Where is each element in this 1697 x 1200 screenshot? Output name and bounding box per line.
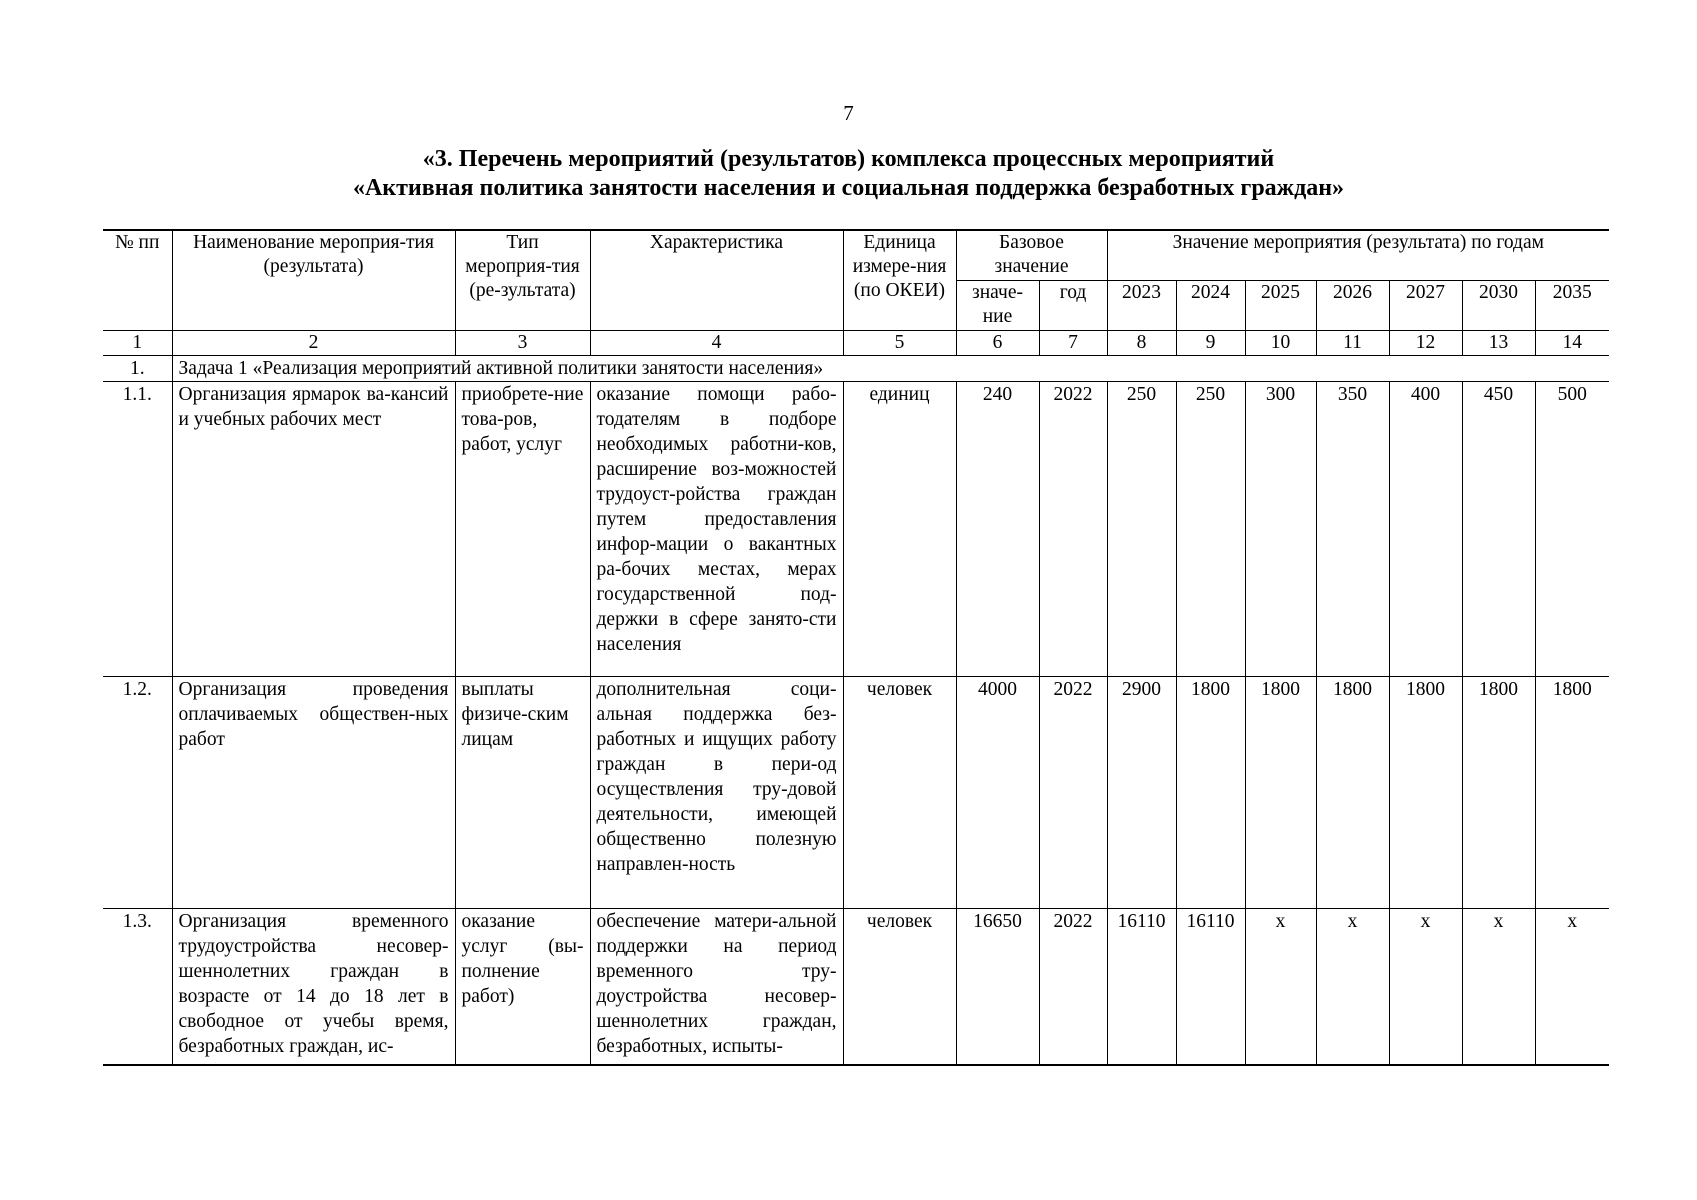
header-year: 2025 [1245, 280, 1316, 330]
title-line-1: «3. Перечень мероприятий (результатов) комплекса процессных мероприятий [422, 146, 1275, 172]
row-value: x [1535, 908, 1609, 1065]
row-value: 300 [1245, 381, 1316, 676]
column-number: 1 [103, 330, 172, 355]
row-base-value: 16650 [956, 908, 1039, 1065]
header-years-group: Значение мероприятия (результата) по годам [1107, 230, 1609, 280]
task-text: Задача 1 «Реализация мероприятий активной политики занятости населения» [172, 355, 1609, 381]
task-num: 1. [103, 355, 172, 381]
header-year: 2030 [1462, 280, 1535, 330]
row-value: x [1316, 908, 1389, 1065]
row-value: 400 [1389, 381, 1462, 676]
row-base-year: 2022 [1039, 676, 1107, 908]
header-base: Базовое значение [956, 230, 1107, 280]
header-year: 2035 [1535, 280, 1609, 330]
row-num: 1.1. [103, 381, 172, 676]
column-number: 8 [1107, 330, 1176, 355]
table-row [103, 908, 1609, 1065]
row-value: 1800 [1389, 676, 1462, 908]
column-number: 7 [1039, 330, 1107, 355]
column-number: 11 [1316, 330, 1389, 355]
row-value: 250 [1176, 381, 1245, 676]
table-row [103, 676, 1609, 908]
column-number: 10 [1245, 330, 1316, 355]
row-value: 1800 [1176, 676, 1245, 908]
table-row [103, 381, 1609, 676]
row-value: 1800 [1316, 676, 1389, 908]
row-value: x [1462, 908, 1535, 1065]
row-base-year: 2022 [1039, 381, 1107, 676]
column-numbers-row [103, 330, 1609, 355]
column-number: 9 [1176, 330, 1245, 355]
row-type: выплаты физиче-ским лицам [455, 676, 590, 908]
row-name: Организация проведения оплачиваемых обществен-ных работ [172, 676, 455, 908]
row-value: 250 [1107, 381, 1176, 676]
header-num: № пп [103, 230, 172, 330]
measures-table [103, 229, 1609, 1066]
column-number: 3 [455, 330, 590, 355]
row-value: 500 [1535, 381, 1609, 676]
header-row-1 [103, 230, 1609, 280]
row-characteristic: дополнительная соци-альная поддержка без-работных и ищущих работу граждан в пери-од осуществления тру-довой деятельности, имеющей общественно полезную направлен-ность [590, 676, 843, 908]
row-value: 450 [1462, 381, 1535, 676]
row-type: приобрете-ние това-ров, работ, услуг [455, 381, 590, 676]
header-base-year: год [1039, 280, 1107, 330]
column-number: 14 [1535, 330, 1609, 355]
header-unit: Единица измере-ния (по ОКЕИ) [843, 230, 956, 330]
header-base-value: значе-ние [956, 280, 1039, 330]
row-value: 1800 [1245, 676, 1316, 908]
column-number: 13 [1462, 330, 1535, 355]
column-number: 6 [956, 330, 1039, 355]
row-num: 1.2. [103, 676, 172, 908]
header-characteristic: Характеристика [590, 230, 843, 330]
header-year: 2024 [1176, 280, 1245, 330]
page-number: 7 [843, 101, 854, 125]
row-characteristic: обеспечение матери-альной поддержки на период временного тру-доустройства несовер-шеннолетних граждан, безработных, испыты- [590, 908, 843, 1065]
row-num: 1.3. [103, 908, 172, 1065]
column-number: 12 [1389, 330, 1462, 355]
row-value: 350 [1316, 381, 1389, 676]
column-number: 2 [172, 330, 455, 355]
page-title [0, 145, 1697, 203]
row-value: x [1389, 908, 1462, 1065]
row-value: 16110 [1176, 908, 1245, 1065]
row-characteristic: оказание помощи рабо-тодателям в подборе необходимых работни-ков, расширение воз-можностей трудоуст-ройства граждан путем предоставления инфор-мации о вакантных ра-бочих местах, мерах государственной под-держки в сфере занято-сти населения [590, 381, 843, 676]
row-unit: человек [843, 908, 956, 1065]
header-year: 2027 [1389, 280, 1462, 330]
row-base-value: 240 [956, 381, 1039, 676]
row-value: 16110 [1107, 908, 1176, 1065]
row-name: Организация ярмарок ва-кансий и учебных рабочих мест [172, 381, 455, 676]
row-unit: единиц [843, 381, 956, 676]
column-number: 4 [590, 330, 843, 355]
task-row [103, 355, 1609, 381]
row-name: Организация временного трудоустройства несовер-шеннолетних граждан в возрасте от 14 до 18 лет в свободное от учебы время, безработных граждан, ис- [172, 908, 455, 1065]
row-value: x [1245, 908, 1316, 1065]
row-base-value: 4000 [956, 676, 1039, 908]
row-base-year: 2022 [1039, 908, 1107, 1065]
header-name: Наименование мероприя-тия (результата) [172, 230, 455, 330]
row-value: 1800 [1462, 676, 1535, 908]
header-type: Тип мероприя-тия (ре-зультата) [455, 230, 590, 330]
row-type: оказание услуг (вы-полнение работ) [455, 908, 590, 1065]
row-unit: человек [843, 676, 956, 908]
row-value: 1800 [1535, 676, 1609, 908]
header-year: 2023 [1107, 280, 1176, 330]
column-number: 5 [843, 330, 956, 355]
row-value: 2900 [1107, 676, 1176, 908]
title-line-2: «Активная политика занятости населения и социальная поддержка безработных граждан» [352, 175, 1345, 201]
header-year: 2026 [1316, 280, 1389, 330]
